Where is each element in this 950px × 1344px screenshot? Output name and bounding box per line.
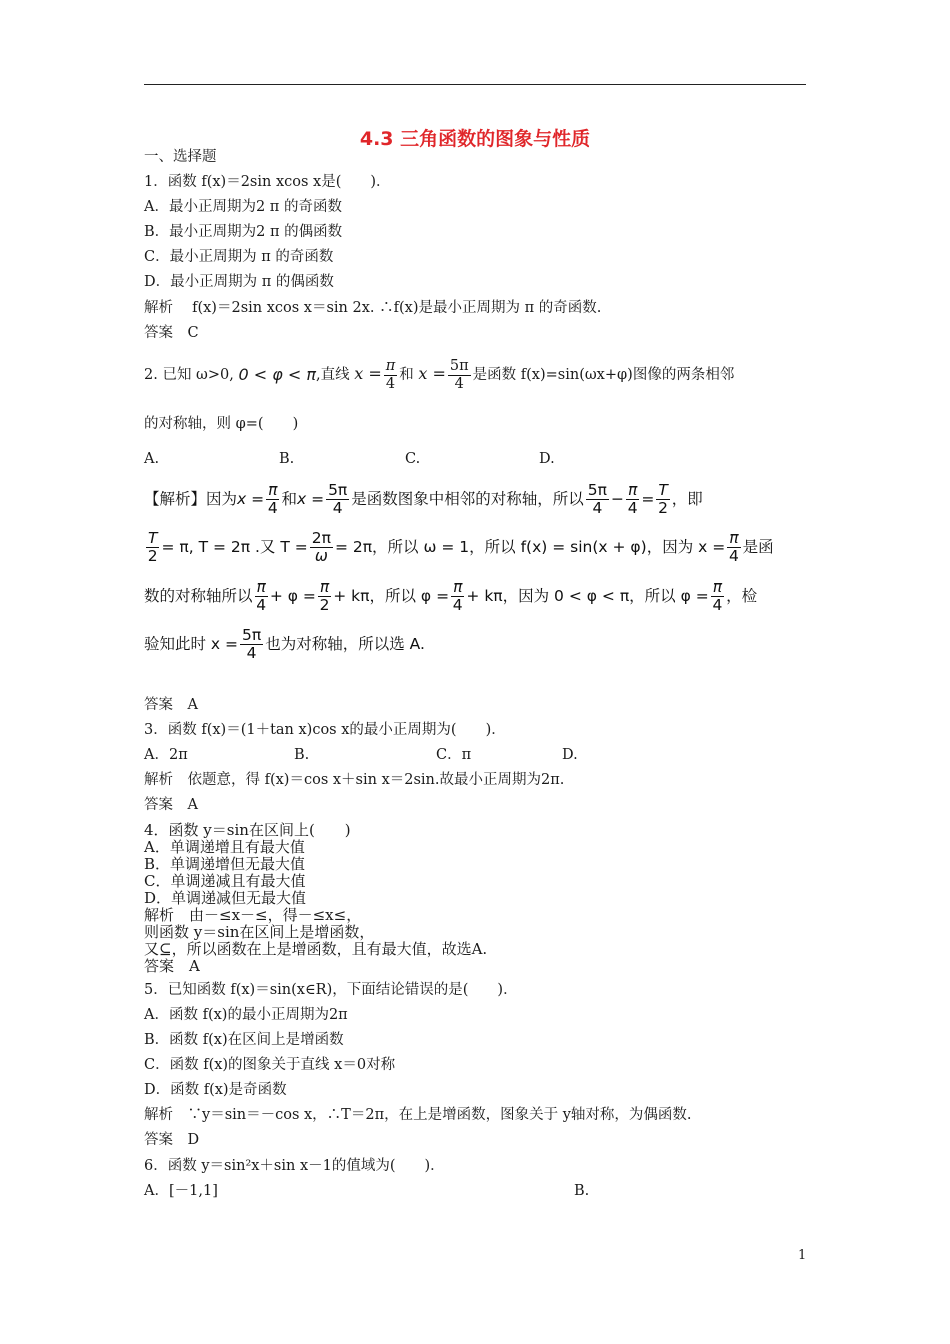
q4-line: B．单调递增但无最大值 <box>144 855 306 873</box>
q2-answer: 答案 A <box>144 697 198 713</box>
q2-frac-pi-4 <box>384 358 398 393</box>
q2-option-b: B. <box>279 451 295 467</box>
frac-num: π <box>453 578 463 596</box>
frac-num: 5π <box>242 626 262 644</box>
q4-line: C．单调递减且有最大值 <box>144 872 306 890</box>
q5-option-d: D．函数 f(x)是奇函数 <box>144 1082 287 1098</box>
frac-den: 4 <box>712 596 723 614</box>
q4-line: 答案 A <box>144 957 200 975</box>
q2-solution-line3 <box>144 579 757 614</box>
sol-text: = π, T = 2π .又 T = <box>161 538 308 556</box>
q3-answer: 答案 A <box>144 797 198 813</box>
frac-den: 4 <box>246 644 257 662</box>
q4-line: D．单调递减但无最大值 <box>144 889 307 907</box>
frac-num: π <box>268 481 278 499</box>
sol-frac <box>146 530 159 565</box>
sol-frac <box>586 482 609 517</box>
q1-option-c: C．最小正周期为 π 的奇函数 <box>144 249 334 265</box>
frac-num: π <box>256 578 266 596</box>
sol-text: = 2π，所以 ω = 1，所以 f(x) = sin(x + φ)，因为 x = <box>334 538 726 556</box>
frac-den: 4 <box>592 499 603 517</box>
sol-frac <box>727 530 740 565</box>
sol-text: 数的对称轴所以 <box>144 587 253 605</box>
frac-den: 4 <box>267 499 278 517</box>
frac-den: 2 <box>319 596 330 614</box>
q1-answer: 答案 C <box>144 325 199 341</box>
q1-stem: 1．函数 f(x)＝2sin xcos x是( )． <box>144 174 391 190</box>
frac-num: T <box>658 481 668 499</box>
section-heading: 一、选择题 <box>144 149 217 165</box>
sol-text: 是函数图象中相邻的对称轴，所以 <box>351 490 584 508</box>
sol-frac <box>310 530 333 565</box>
frac-den: 4 <box>728 547 739 565</box>
frac-num: 5π <box>328 481 348 499</box>
sol-frac <box>266 482 279 517</box>
sol-math: = <box>641 490 655 508</box>
frac-den: 4 <box>452 596 463 614</box>
sol-text: 验知此时 x = <box>144 635 239 653</box>
q2-stem-part: ,直线 <box>316 367 350 383</box>
q6-option-a: A．[－1,1] <box>144 1183 218 1199</box>
sol-text: 和 <box>281 490 297 508</box>
q2-x-eq: x = <box>418 364 446 383</box>
q6-option-b: B. <box>574 1183 590 1199</box>
q1-analysis: 解析 f(x)＝2sin xcos x＝sin 2x. ∴f(x)是最小正周期为 π 的奇函数. <box>144 300 602 316</box>
q2-stem-part: 和 <box>399 367 414 383</box>
frac-num: 5π <box>587 481 607 499</box>
sol-math: x = <box>237 490 265 508</box>
frac-num: π <box>729 529 739 547</box>
q2-solution-line2 <box>144 530 774 565</box>
frac-num: T <box>148 529 158 547</box>
q1-option-d: D．最小正周期为 π 的偶函数 <box>144 274 334 290</box>
q5-stem: 5．已知函数 f(x)＝sin(x∈R)，下面结论错误的是( )． <box>144 982 518 998</box>
q2-options <box>144 449 555 469</box>
sol-frac <box>656 482 669 517</box>
frac-den: 4 <box>454 375 464 392</box>
q3-option-d: D. <box>562 747 578 763</box>
q2-stem <box>144 354 734 395</box>
q5-option-a: A．函数 f(x)的最小正周期为2π <box>144 1007 348 1023</box>
q4-line: 又⊆，所以函数在上是增函数，且有最大值，故选A. <box>144 940 488 958</box>
q2-solution-line4 <box>144 627 425 662</box>
sol-frac <box>326 482 349 517</box>
q2-x-eq: x = <box>354 364 382 383</box>
q3-option-c: C．π <box>436 747 472 763</box>
q1-option-a: A．最小正周期为2 π 的奇函数 <box>144 199 342 215</box>
q2-option-d: D. <box>539 451 555 467</box>
q2-stem-line2: 的对称轴，则 φ=( ) <box>144 416 299 432</box>
frac-den: 4 <box>332 499 343 517</box>
q4-line: A．单调递增且有最大值 <box>144 838 305 856</box>
q4-line: 4．函数 y＝sin在区间上( ) <box>144 821 351 839</box>
q3-option-b: B. <box>294 747 310 763</box>
frac-num: π <box>627 481 638 499</box>
frac-den: 4 <box>385 375 396 392</box>
sol-text: + kπ，因为 0 < φ < π，所以 φ = <box>466 587 709 605</box>
q4-line: 则函数 y＝sin在区间上是增函数， <box>144 923 375 941</box>
header-rule <box>144 84 806 85</box>
q3-options <box>144 745 578 765</box>
page-title: 4.3 三角函数的图象与性质 <box>359 128 591 150</box>
frac-den: 4 <box>627 499 638 517</box>
sol-frac <box>626 482 639 517</box>
q6-options <box>144 1181 589 1201</box>
page-number: 1 <box>798 1248 807 1263</box>
q5-analysis: 解析 ∵y＝sin＝－cos x，∴T＝2π，在上是增函数，图象关于 y轴对称，为偶函数. <box>144 1107 692 1123</box>
sol-frac <box>255 579 268 614</box>
frac-den: 4 <box>256 596 267 614</box>
q6-stem: 6．函数 y＝sin²x＋sin x－1的值域为( )． <box>144 1158 445 1174</box>
q5-option-c: C．函数 f(x)的图象关于直线 x＝0对称 <box>144 1057 396 1073</box>
sol-frac <box>711 579 724 614</box>
frac-num: π <box>319 578 330 596</box>
q3-stem: 3．函数 f(x)＝(1＋tan x)cos x的最小正周期为( )． <box>144 722 506 738</box>
sol-frac <box>318 579 331 614</box>
frac-den: 2 <box>658 499 668 517</box>
sol-text: 【解析】因为 <box>144 490 238 508</box>
sol-frac <box>451 579 464 614</box>
sol-text: ，检 <box>726 587 758 605</box>
frac-num: π <box>712 578 723 596</box>
q2-stem-part: 是函数 f(x)=sin(ωx+φ)图像的两条相邻 <box>472 367 735 383</box>
q4-line: 解析 由－≤x－≤，得－≤x≤， <box>144 906 362 924</box>
q1-option-b: B．最小正周期为2 π 的偶函数 <box>144 224 343 240</box>
sol-text: 也为对称轴，所以选 A. <box>265 635 425 653</box>
q3-option-a: A．2π <box>144 747 188 763</box>
q5-answer: 答案 D <box>144 1132 200 1148</box>
frac-num: 2π <box>311 529 331 547</box>
sol-text: 是函 <box>742 538 774 556</box>
frac-den: 2 <box>147 547 158 565</box>
sol-math: − <box>610 490 624 508</box>
q2-option-c: C. <box>405 451 421 467</box>
sol-text: + φ = <box>269 587 316 605</box>
sol-text: ，即 <box>671 490 703 508</box>
q5-option-b: B．函数 f(x)在区间上是增函数 <box>144 1032 344 1048</box>
q2-stem-part: 2. 已知 ω>0, <box>144 367 234 383</box>
frac-den: ω <box>314 547 328 565</box>
q2-option-a: A. <box>144 451 160 467</box>
q2-frac-5pi-4 <box>448 358 471 393</box>
frac-num: π <box>385 357 396 374</box>
frac-num: 5π <box>449 357 469 374</box>
q2-solution-line1 <box>144 482 703 517</box>
q3-analysis: 解析 依题意，得 f(x)＝cos x＋sin x＝2sin.故最小正周期为2π. <box>144 772 565 788</box>
sol-text: + kπ，所以 φ = <box>333 587 450 605</box>
q2-phi-range: 0 < φ < π <box>238 365 317 384</box>
sol-math: x = <box>296 490 325 508</box>
sol-frac <box>240 627 263 662</box>
